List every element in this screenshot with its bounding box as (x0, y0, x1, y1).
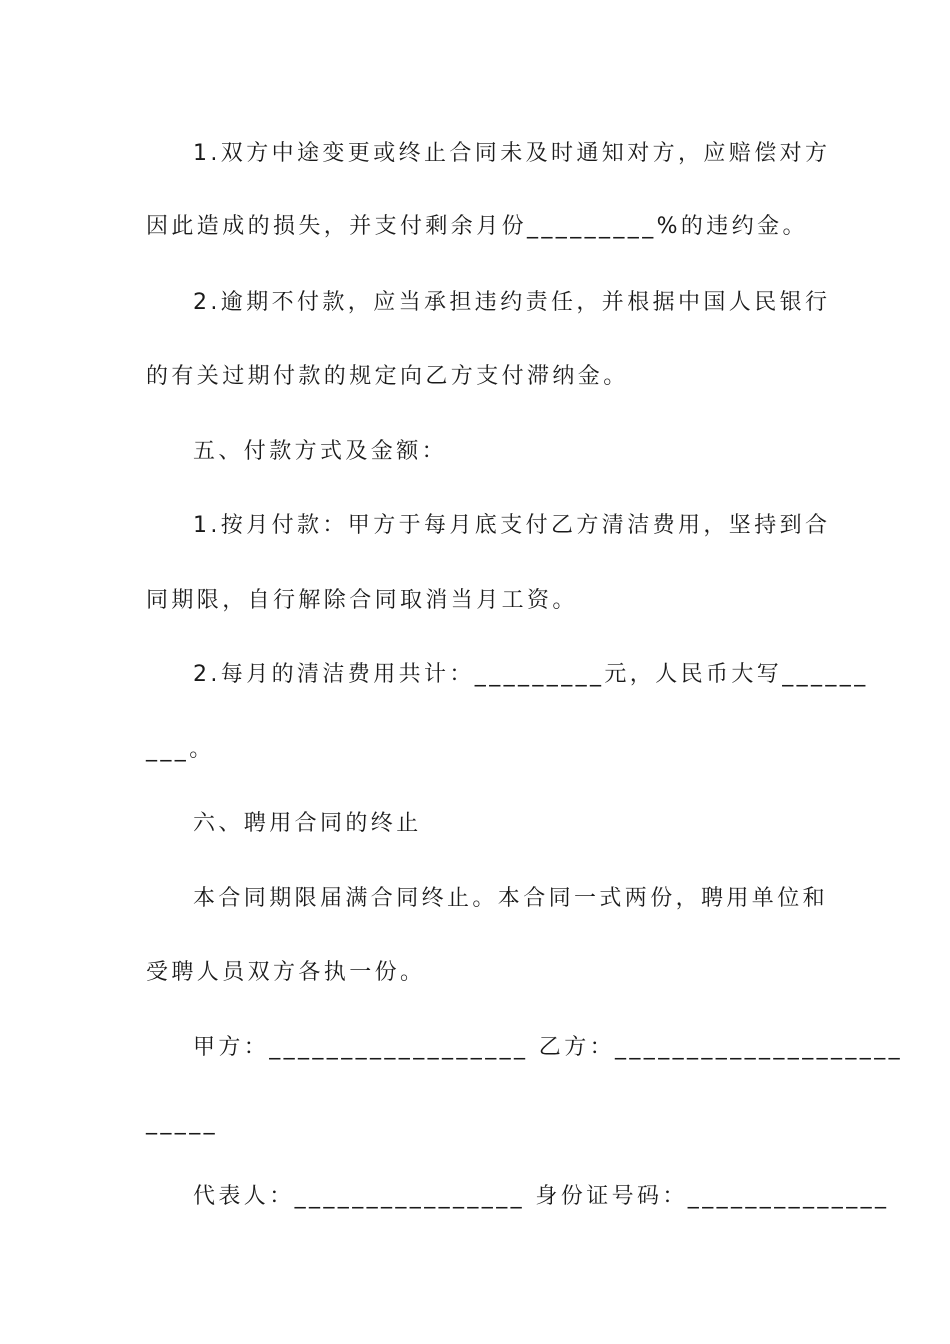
payment-1-line-1: 1.按月付款：甲方于每月底支付乙方清洁费用，坚持到合 (193, 513, 831, 538)
payment-1-line-2: 同期限，自行解除合同取消当月工资。 (146, 588, 578, 613)
clause-2-line-2: 的有关过期付款的规定向乙方支付滞纳金。 (146, 364, 629, 389)
party-signature-continuation: _____ (146, 1110, 218, 1135)
section-6-heading: 六、聘用合同的终止 (193, 811, 422, 836)
payment-2-line-1: 2.每月的清洁费用共计：_________元，人民币大写______ (193, 662, 869, 687)
representative-id-line: 代表人：________________ 身份证号码：______________ (193, 1184, 890, 1209)
section-5-heading: 五、付款方式及金额： (193, 439, 448, 464)
clause-1-line-1: 1.双方中途变更或终止合同未及时通知对方，应赔偿对方 (193, 141, 831, 166)
termination-line-1: 本合同期限届满合同终止。本合同一式两份，聘用单位和 (193, 886, 829, 911)
party-signature-line: 甲方：__________________ 乙方：____________________ (193, 1035, 903, 1060)
clause-2-line-1: 2.逾期不付款，应当承担违约责任，并根据中国人民银行 (193, 290, 831, 315)
termination-line-2: 受聘人员双方各执一份。 (146, 960, 426, 985)
payment-2-line-2: ___。 (146, 737, 215, 762)
clause-1-line-2: 因此造成的损失，并支付剩余月份_________%的违约金。 (146, 214, 808, 239)
